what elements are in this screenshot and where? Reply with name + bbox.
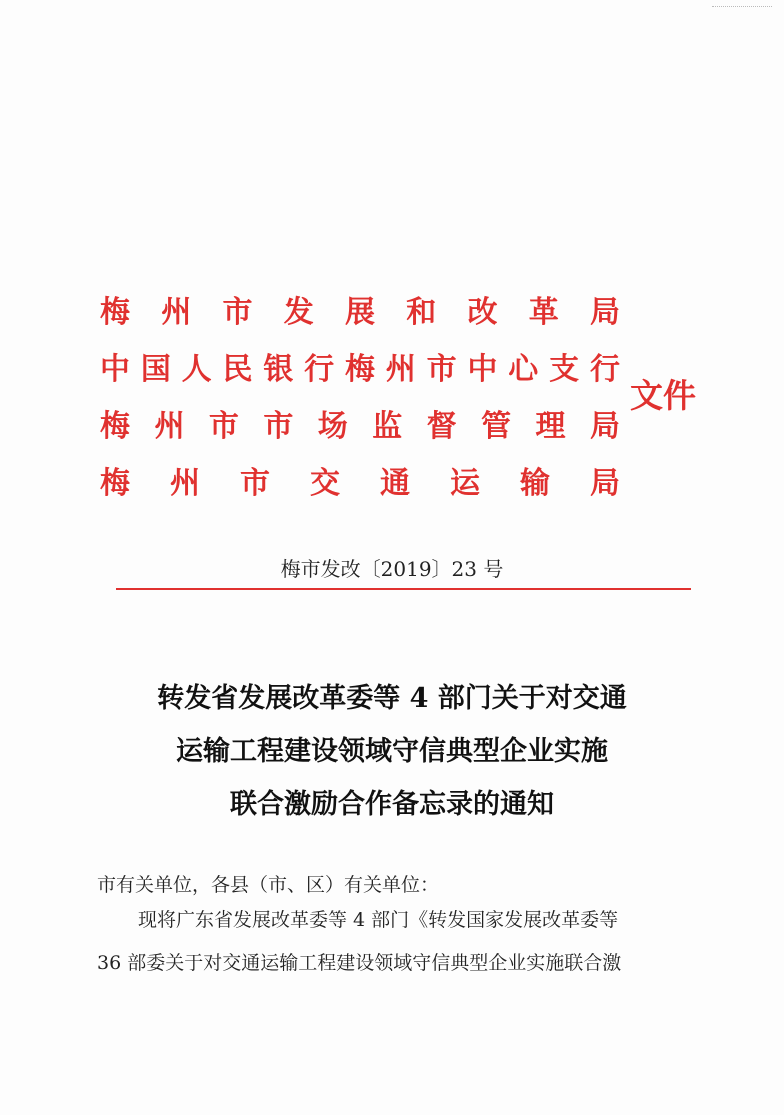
document-title xyxy=(0,672,784,831)
issuer-char: 监 xyxy=(372,409,403,444)
issuer-char: 中 xyxy=(467,352,498,387)
issuer-char: 通 xyxy=(380,466,410,501)
issuer-char: 行 xyxy=(304,352,335,387)
issuer-char: 展 xyxy=(345,295,375,330)
issuer-char: 梅 xyxy=(100,295,130,330)
issuer-char: 市 xyxy=(426,352,457,387)
document-suffix: 文件 xyxy=(630,376,696,415)
issuer-char: 银 xyxy=(263,352,294,387)
issuing-agencies xyxy=(100,284,620,512)
scan-mark xyxy=(712,6,772,10)
issuer-char: 市 xyxy=(208,409,239,444)
issuer-char: 国 xyxy=(140,352,171,387)
issuer-char: 局 xyxy=(589,409,620,444)
issuer-line xyxy=(100,284,620,341)
issuer-line xyxy=(100,341,620,398)
issuer-char: 发 xyxy=(283,295,314,330)
issuer-char: 局 xyxy=(590,295,620,330)
issuer-char: 交 xyxy=(310,466,340,501)
title-line: 转发省发展改革委等 4 部门关于对交通 xyxy=(157,683,627,714)
body-text-line: 现将广东省发展改革委等 4 部门《转发国家发展改革委等 xyxy=(138,909,619,931)
issuer-char: 运 xyxy=(450,466,480,501)
title-line: 运输工程建设领域守信典型企业实施 xyxy=(176,736,608,767)
issuer-char: 督 xyxy=(426,409,457,444)
issuer-line xyxy=(100,455,620,512)
issuer-char: 州 xyxy=(154,409,185,444)
issuer-line xyxy=(100,398,620,455)
issuer-char: 市 xyxy=(240,466,270,501)
issuer-char: 梅 xyxy=(100,409,130,444)
salutation: 市有关单位，各县（市、区）有关单位： xyxy=(97,874,440,896)
issuer-char: 行 xyxy=(589,352,620,387)
issuer-char: 局 xyxy=(590,466,620,501)
title-line: 联合激励合作备忘录的通知 xyxy=(230,789,554,820)
body-text-line: 36 部委关于对交通运输工程建设领域守信典型企业实施联合激 xyxy=(97,952,622,974)
issuer-char: 输 xyxy=(520,466,550,501)
issuer-char: 州 xyxy=(170,466,200,501)
issuer-char: 人 xyxy=(181,352,212,387)
issuer-char: 心 xyxy=(508,352,539,387)
issuer-char: 革 xyxy=(528,295,559,330)
issuer-char: 中 xyxy=(100,352,130,387)
issuer-char: 和 xyxy=(406,295,437,330)
issuer-char: 梅 xyxy=(344,352,375,387)
document-number: 梅市发改〔2019〕23 号 xyxy=(280,557,504,581)
issuer-char: 理 xyxy=(535,409,566,444)
issuer-char: 管 xyxy=(481,409,512,444)
issuer-char: 场 xyxy=(317,409,348,444)
issuer-char: 民 xyxy=(222,352,253,387)
issuer-char: 市 xyxy=(263,409,294,444)
issuer-char: 州 xyxy=(161,295,192,330)
issuer-char: 改 xyxy=(467,295,498,330)
issuer-char: 市 xyxy=(222,295,253,330)
issuer-char: 支 xyxy=(549,352,580,387)
issuer-char: 州 xyxy=(385,352,416,387)
issuer-char: 梅 xyxy=(100,466,130,501)
red-separator-line xyxy=(116,588,691,590)
